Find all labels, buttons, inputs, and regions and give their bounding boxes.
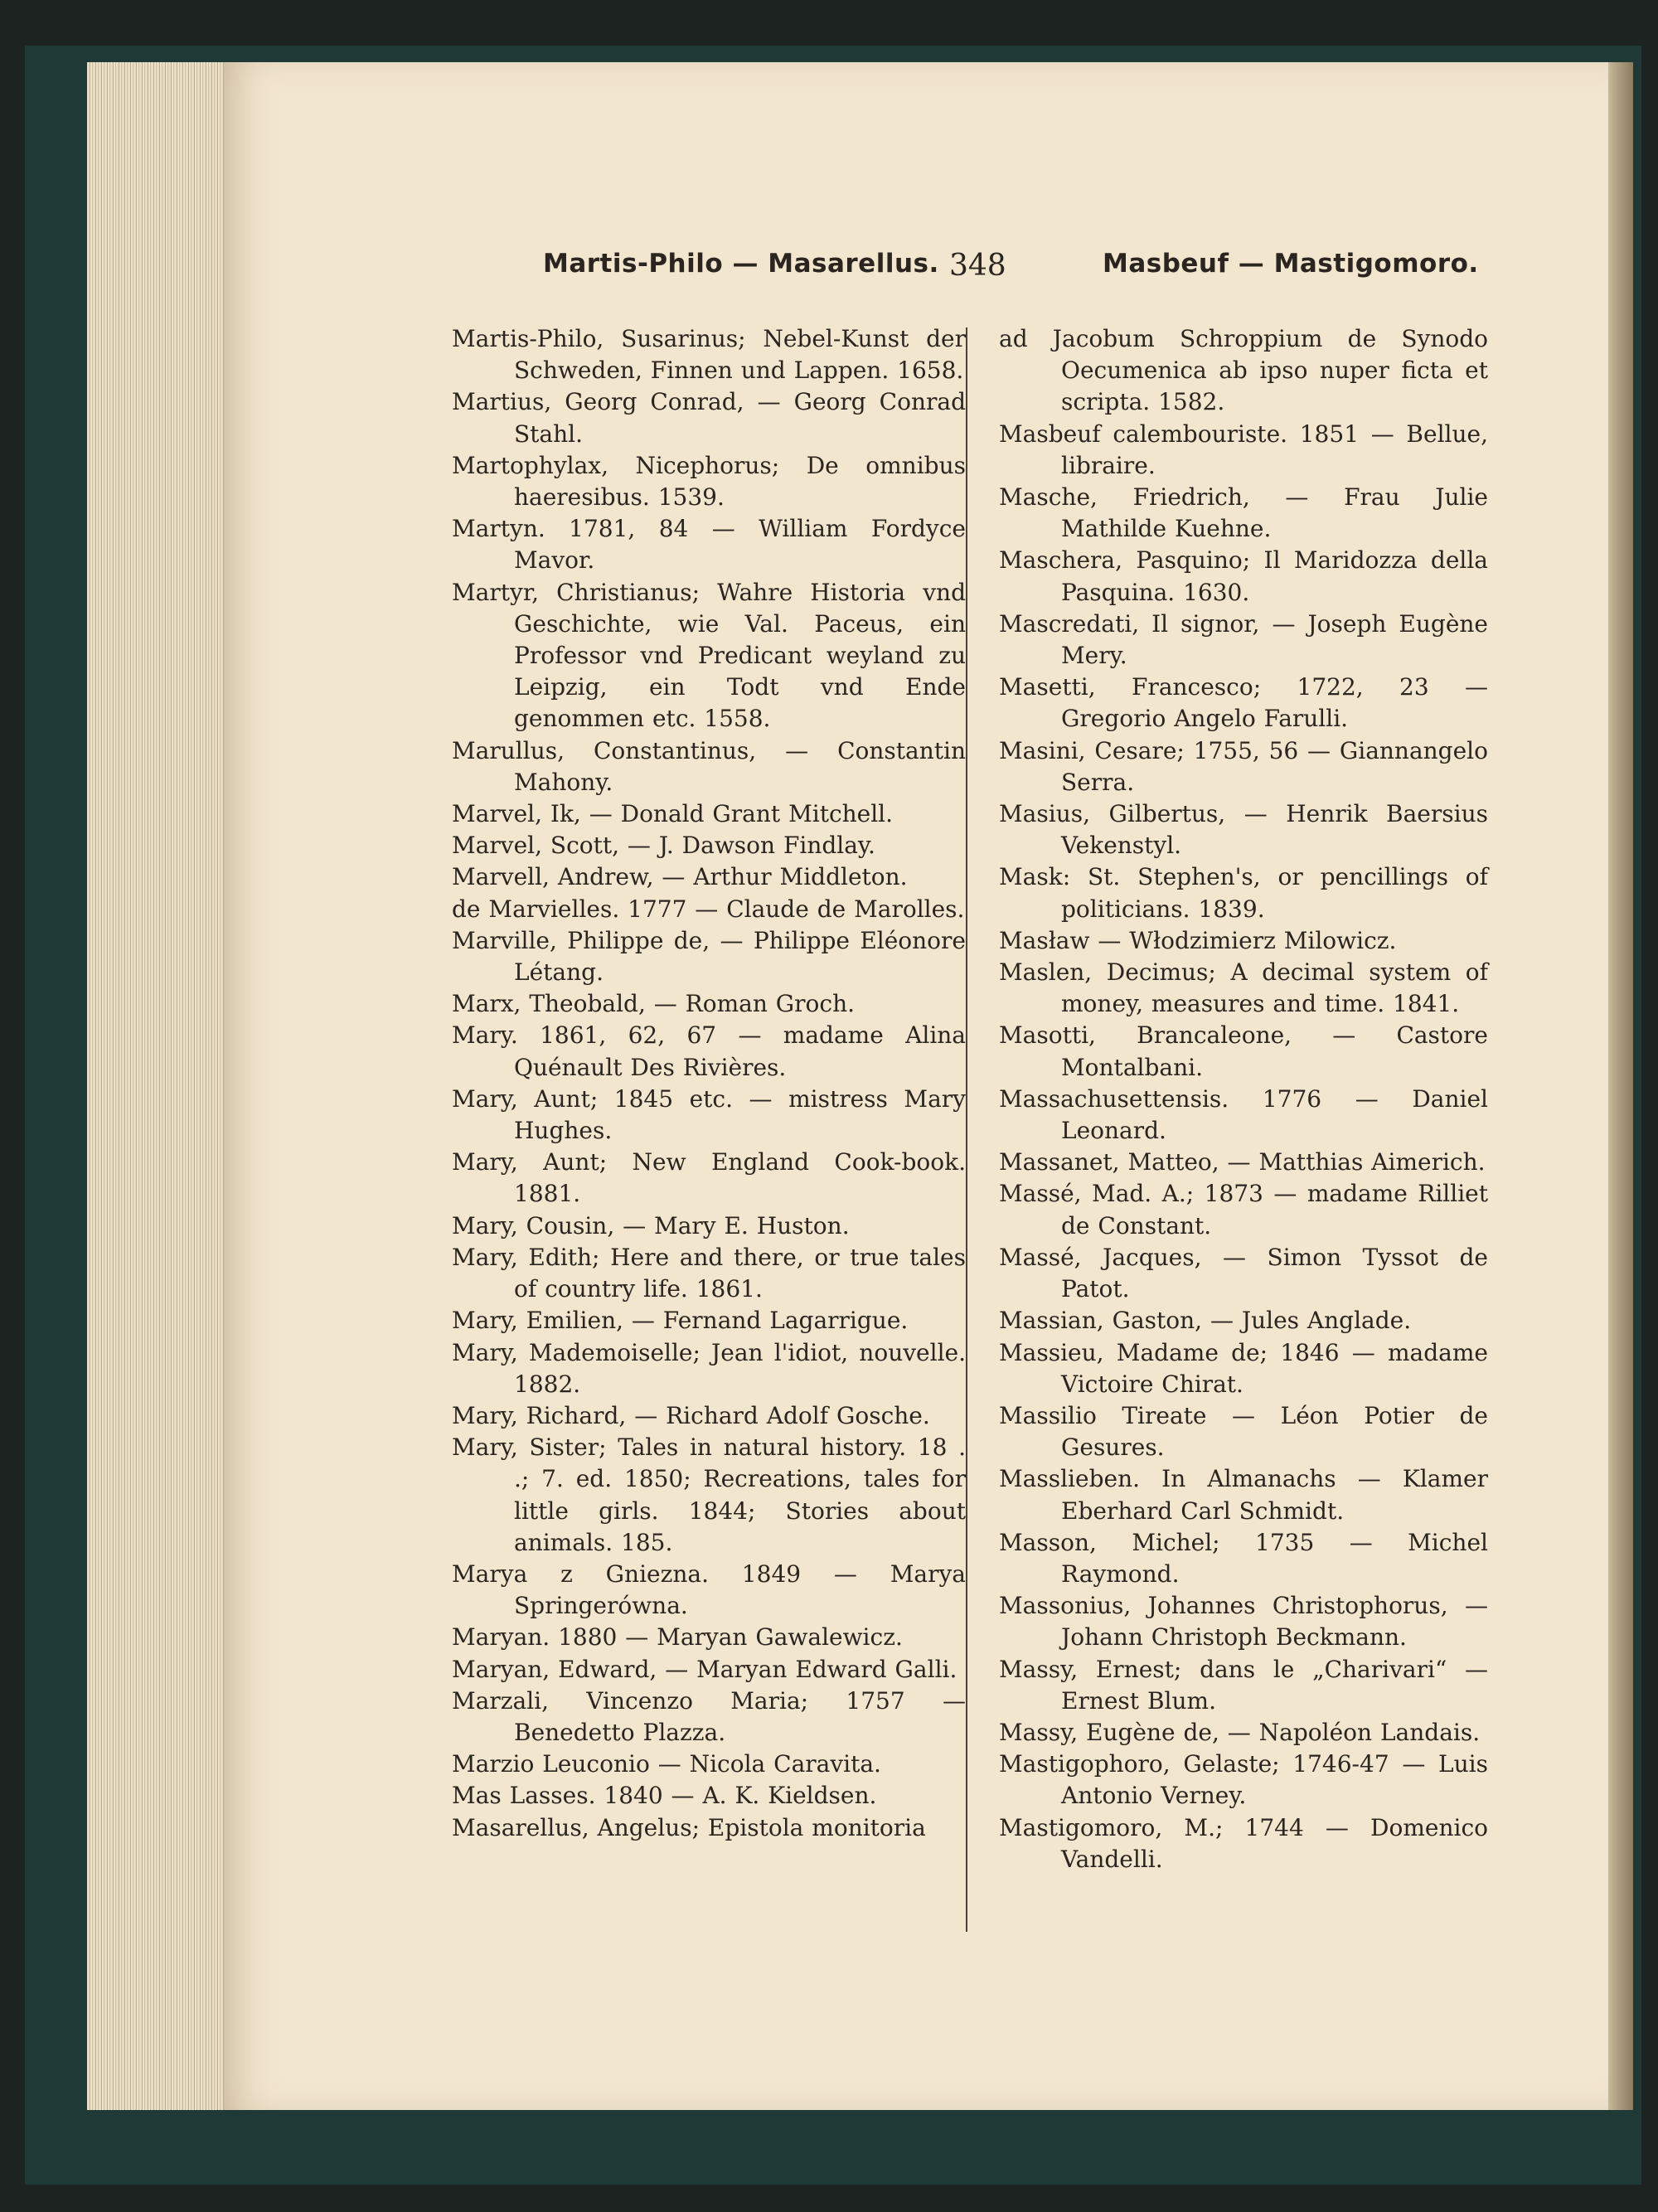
index-entry: Massy, Eugène de, — Napoléon Landais.	[999, 1718, 1481, 1746]
index-entry: Masius, Gilbertus, — Henrik Baersius Vekenstyl.	[999, 800, 1488, 860]
page-edges	[87, 62, 232, 2110]
index-entry: Marville, Philippe de, — Philippe Eléonore Létang.	[452, 926, 966, 987]
index-entry: Mary, Sister; Tales in natural history. 18 . .; 7. ed. 1850; Recreations, tales for little girls. 1844; Stories about animals. 185.	[452, 1433, 966, 1556]
index-entry: Massieu, Madame de; 1846 — madame Victoire Chirat.	[999, 1338, 1488, 1398]
index-entry: Marya z Gniezna. 1849 — Marya Springerówna.	[452, 1560, 966, 1620]
index-entry: Maryan. 1880 — Maryan Gawalewicz.	[452, 1623, 903, 1652]
index-entry: Massilio Tireate — Léon Potier de Gesures.	[999, 1401, 1488, 1462]
index-entry: Masetti, Francesco; 1722, 23 — Gregorio Angelo Farulli.	[999, 673, 1488, 733]
index-entry: Mary, Cousin, — Mary E. Huston.	[452, 1211, 850, 1239]
index-entry: Masini, Cesare; 1755, 56 — Giannangelo Serra.	[999, 736, 1488, 796]
index-entry: Massy, Ernest; dans le „Charivari“ — Ernest Blum.	[999, 1655, 1488, 1715]
index-entry: Martius, Georg Conrad, — Georg Conrad Stahl.	[452, 388, 966, 448]
index-entry: Marullus, Constantinus, — Constantin Mahony.	[452, 736, 966, 796]
index-entry: ad Jacobum Schroppium de Synodo Oecumenica ab ipso nuper ficta et scripta. 1582.	[999, 325, 1488, 416]
index-entry: Marvell, Andrew, — Arthur Middleton.	[452, 863, 908, 891]
index-entry: Martis-Philo, Susarinus; Nebel-Kunst der Schweden, Finnen und Lappen. 1658.	[452, 325, 966, 385]
index-entry: Maschera, Pasquino; Il Maridozza della Pasquina. 1630.	[999, 546, 1488, 606]
index-entry: Massé, Jacques, — Simon Tyssot de Patot.	[999, 1243, 1488, 1303]
index-entry: Mary, Emilien, — Fernand Lagarrigue.	[452, 1307, 909, 1335]
index-entry: Mask: St. Stephen's, or pencillings of politicians. 1839.	[999, 863, 1488, 923]
index-entry: Massian, Gaston, — Jules Anglade.	[999, 1307, 1412, 1335]
right-column	[999, 323, 1488, 1875]
index-entry: Marvel, Scott, — J. Dawson Findlay.	[452, 832, 875, 860]
index-entry: Maslen, Decimus; A decimal system of money, measures and time. 1841.	[999, 958, 1488, 1018]
index-entry: Mascredati, Il signor, — Joseph Eugène Mery.	[999, 609, 1488, 670]
index-entry: Maryan, Edward, — Maryan Edward Galli.	[452, 1655, 957, 1683]
index-entry: Masarellus, Angelus; Epistola monitoria	[452, 1813, 926, 1841]
index-entry: Martophylax, Nicephorus; De omnibus haeresibus. 1539.	[452, 451, 966, 512]
right-page-edge	[1608, 62, 1633, 2110]
index-entry: Masson, Michel; 1735 — Michel Raymond.	[999, 1528, 1488, 1588]
index-entry: Massanet, Matteo, — Matthias Aimerich.	[999, 1148, 1486, 1176]
index-entry: Martyr, Christianus; Wahre Historia vnd Geschichte, wie Val. Paceus, ein Professor vnd Predicant weyland zu Leipzig, ein Todt vnd Ende genommen etc. 1558.	[452, 578, 966, 733]
index-entry: Marx, Theobald, — Roman Groch.	[452, 990, 856, 1018]
running-header	[224, 249, 1608, 298]
index-entry: Mary, Aunt; New England Cook-book. 1881.	[452, 1148, 966, 1208]
index-entry: Mas Lasses. 1840 — A. K. Kieldsen.	[452, 1782, 877, 1810]
index-entry: Marzali, Vincenzo Maria; 1757 — Benedetto Plazza.	[452, 1686, 966, 1746]
column-divider	[966, 327, 967, 1932]
index-entry: de Marvielles. 1777 — Claude de Marolles.	[452, 895, 965, 923]
index-entry: Mastigomoro, M.; 1744 — Domenico Vandelli.	[999, 1813, 1488, 1873]
index-entry: Mary, Richard, — Richard Adolf Gosche.	[452, 1401, 930, 1429]
index-entry: Massachusettensis. 1776 — Daniel Leonard.	[999, 1084, 1488, 1145]
page-number: 348	[949, 249, 1006, 283]
index-entry: Masław — Włodzimierz Milowicz.	[999, 926, 1397, 954]
index-entry: Massonius, Johannes Christophorus, — Johann Christoph Beckmann.	[999, 1592, 1488, 1652]
index-entry: Masotti, Brancaleone, — Castore Montalbani.	[999, 1021, 1488, 1081]
index-entry: Marzio Leuconio — Nicola Caravita.	[452, 1750, 881, 1778]
index-entry: Mastigophoro, Gelaste; 1746-47 — Luis Antonio Verney.	[999, 1750, 1488, 1810]
index-entry: Mary. 1861, 62, 67 — madame Alina Quénault Des Rivières.	[452, 1021, 966, 1081]
header-left: Martis-Philo — Masarellus.	[543, 249, 939, 279]
header-right: Masbeuf — Mastigomoro.	[1103, 249, 1479, 279]
index-entry: Marvel, Ik, — Donald Grant Mitchell.	[452, 800, 894, 828]
index-entry: Masbeuf calembouriste. 1851 — Bellue, libraire.	[999, 420, 1488, 479]
index-entry: Mary, Mademoiselle; Jean l'idiot, nouvelle. 1882.	[452, 1338, 966, 1398]
index-entry: Mary, Edith; Here and there, or true tales of country life. 1861.	[452, 1243, 966, 1303]
index-entry: Mary, Aunt; 1845 etc. — mistress Mary Hughes.	[452, 1084, 966, 1145]
index-entry: Masche, Friedrich, — Frau Julie Mathilde Kuehne.	[999, 483, 1488, 543]
left-column	[452, 323, 966, 1844]
index-entry: Massé, Mad. A.; 1873 — madame Rilliet de Constant.	[999, 1180, 1488, 1239]
index-entry: Martyn. 1781, 84 — William Fordyce Mavor.	[452, 515, 966, 575]
index-entry: Masslieben. In Almanachs — Klamer Eberhard Carl Schmidt.	[999, 1465, 1488, 1525]
